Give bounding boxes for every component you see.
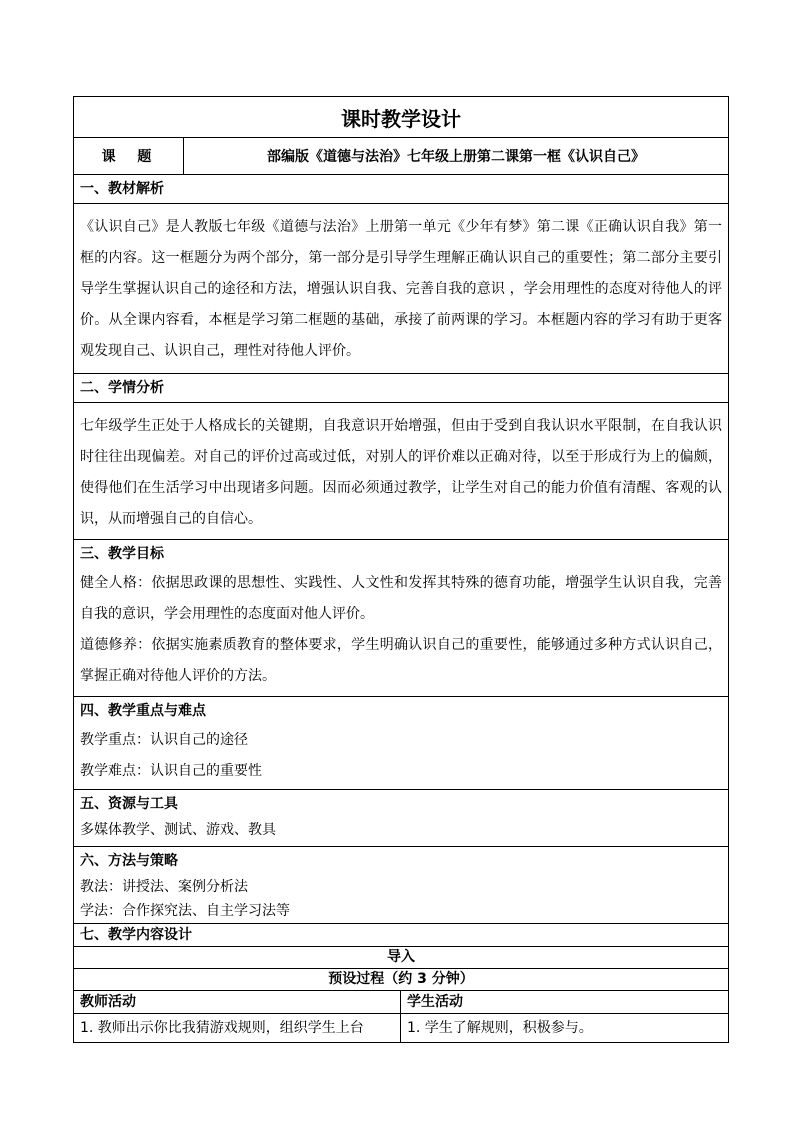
teaching-methods: 教法：讲授法、案例分析法 xyxy=(80,879,248,895)
learning-methods: 学法：合作探究法、自主学习法等 xyxy=(80,903,290,919)
lesson-plan-table xyxy=(73,96,729,1043)
lesson-plan-document xyxy=(73,96,728,1043)
student-activity-header: 学生活动 xyxy=(401,991,729,1014)
section-2-heading-row xyxy=(74,374,729,403)
section-paragraph: 七年级学生正处于人格成长的关键期，自我意识开始增强，但由于受到自我认识水平限制，在自我认识时往往出现偏差。对自己的评价过高或过低，对别人的评价难以正确对待，以至于形成行为上的偏颇，使得他们在生活学习中出现诸多问题。因而必须通过教学，让学生对自己的能力价值有清醒、客观的认识，从而增强自己的自信心。 xyxy=(80,418,723,527)
key-point: 教学重点：认识自己的途径 xyxy=(80,732,248,748)
section-body xyxy=(74,790,729,847)
teacher-activity-cell: 1. 教师出示你比我猜游戏规则，组织学生上台 xyxy=(74,1014,401,1043)
section-1-body-row xyxy=(74,204,729,374)
section-7-heading-row xyxy=(74,924,729,947)
activity-header-row xyxy=(74,991,729,1014)
process-row xyxy=(74,969,729,991)
resources-text: 多媒体教学、测试、游戏、教具 xyxy=(80,822,276,838)
section-4-row xyxy=(74,697,729,790)
section-paragraph: 道德修养：依据实施素质教育的整体要求，学生明确认识自己的重要性，能够通过多种方式认识自己，掌握正确对待他人评价的方法。 xyxy=(80,637,723,684)
activity-row xyxy=(74,1014,729,1043)
section-1-heading-row xyxy=(74,175,729,204)
section-6-row xyxy=(74,847,729,924)
difficult-point: 教学难点：认识自己的重要性 xyxy=(80,763,262,779)
process-label: 预设过程（约 3 分钟） xyxy=(74,969,729,991)
section-body xyxy=(74,403,729,540)
title-row xyxy=(74,97,729,138)
section-body xyxy=(74,204,729,374)
section-heading: 六、方法与策略 xyxy=(80,853,178,869)
intro-label: 导入 xyxy=(74,947,729,969)
document-title: 课时教学设计 xyxy=(74,97,729,138)
section-heading: 四、教学重点与难点 xyxy=(80,703,206,719)
section-heading: 一、教材解析 xyxy=(74,175,729,204)
section-heading: 二、学情分析 xyxy=(74,374,729,403)
topic-row xyxy=(74,138,729,175)
section-body xyxy=(74,697,729,790)
section-heading: 五、资源与工具 xyxy=(80,796,178,812)
section-2-body-row xyxy=(74,403,729,540)
student-activity-cell: 1. 学生了解规则，积极参与。 xyxy=(401,1014,729,1043)
section-heading: 七、教学内容设计 xyxy=(74,924,729,947)
section-body xyxy=(74,540,729,697)
section-5-row xyxy=(74,790,729,847)
section-heading: 三、教学目标 xyxy=(80,546,164,562)
section-paragraph: 健全人格：依据思政课的思想性、实践性、人文性和发挥其特殊的德育功能，增强学生认识自我，完善自我的意识，学会用理性的态度面对他人评价。 xyxy=(80,575,723,622)
teacher-activity-header: 教师活动 xyxy=(74,991,401,1014)
section-3-row xyxy=(74,540,729,697)
topic-label: 课 题 xyxy=(74,138,184,175)
section-paragraph: 《认识自己》是人教版七年级《道德与法治》上册第一单元《少年有梦》第二课《正确认识自我》第一框的内容。这一框题分为两个部分，第一部分是引导学生理解正确认识自己的重要性；第二部分主要引导学生掌握认识自己的途径和方法，增强认识自我、完善自我的意识 ，学会用理性的态度对待他人的评价。从全课内容看，本框是学习第二框题的基础，承接了前两课的学习。本框题内容的学习有助于更客观发现自己、认识自己，理性对待他人评价。 xyxy=(80,219,723,359)
intro-row xyxy=(74,947,729,969)
section-body xyxy=(74,847,729,924)
topic-value: 部编版《道德与法治》七年级上册第二课第一框《认识自己》 xyxy=(184,138,729,175)
